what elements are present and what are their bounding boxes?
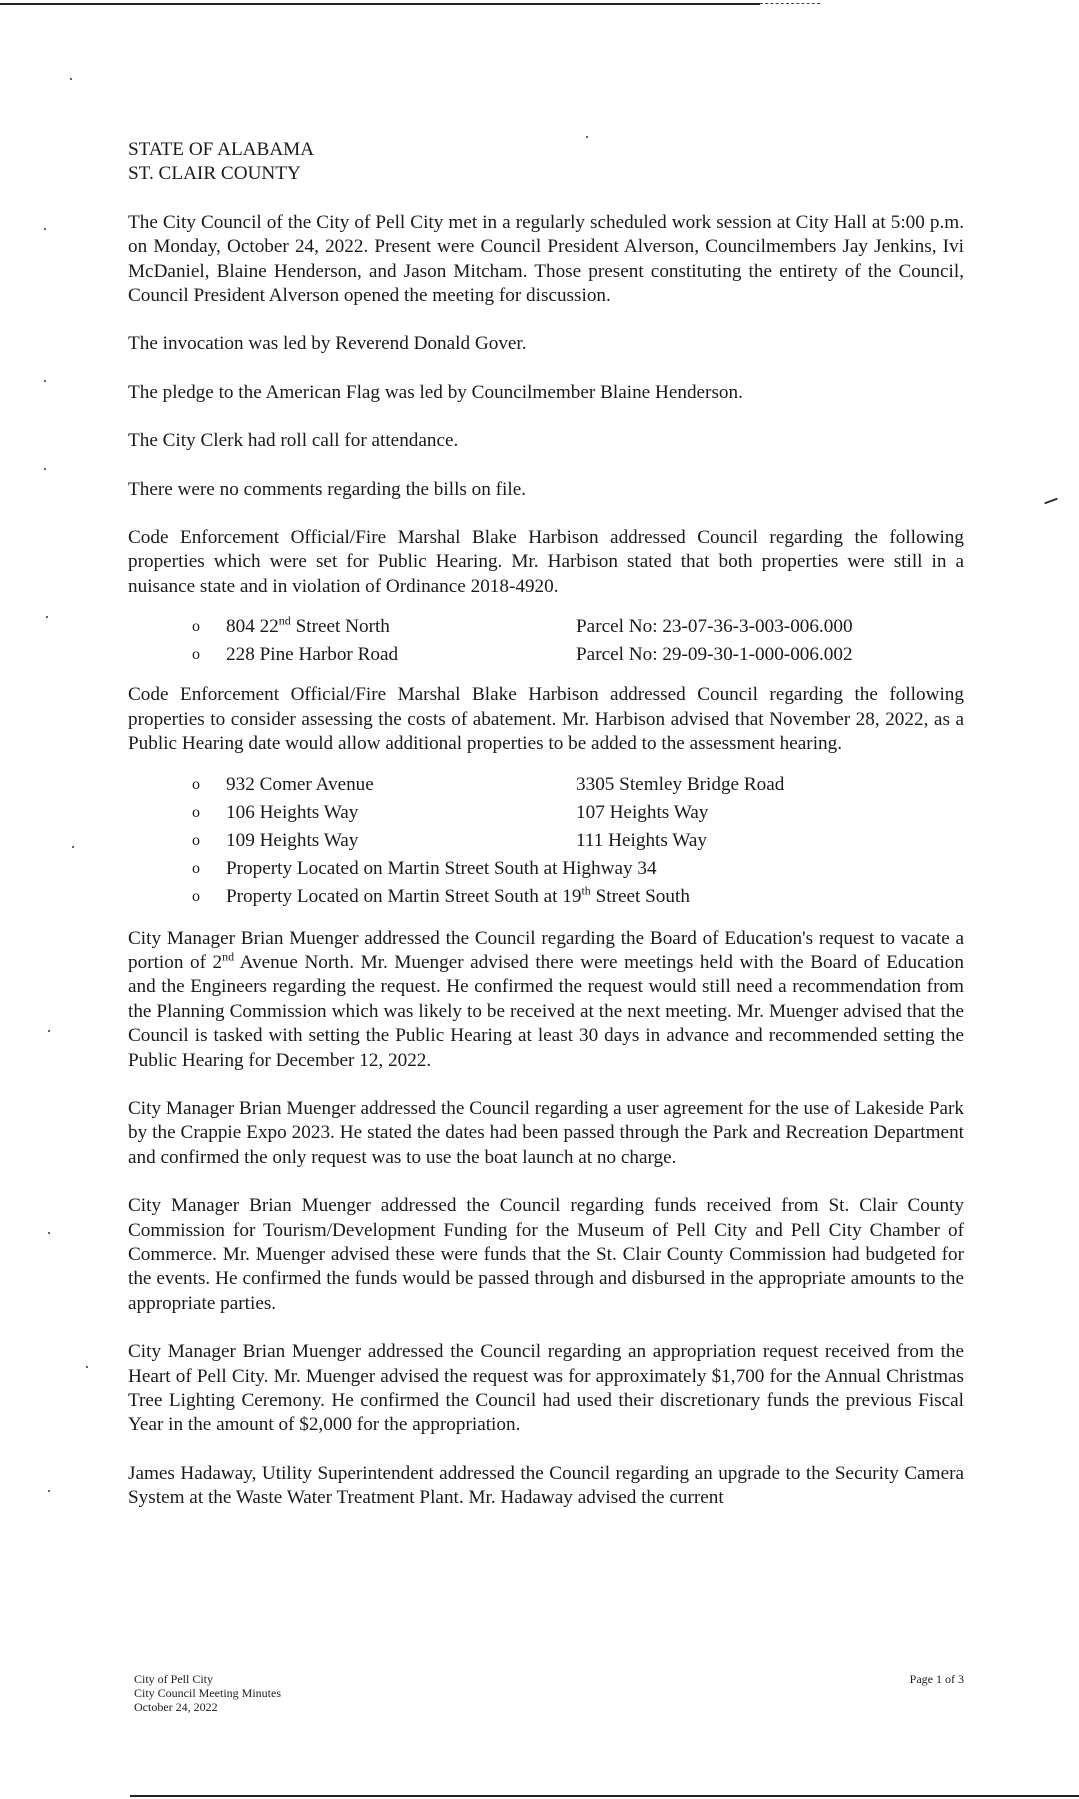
- footer-date: October 24, 2022: [134, 1700, 218, 1714]
- scan-speck: [48, 1232, 50, 1234]
- scan-speck: [44, 380, 46, 382]
- list-item: [128, 771, 964, 799]
- property-address: Property Located on Martin Street South at 19th Street South: [226, 883, 690, 907]
- top-border-dashes: [760, 3, 820, 4]
- invocation-paragraph: The invocation was led by Reverend Donald Gover.: [128, 333, 527, 355]
- footer-title: City Council Meeting Minutes: [134, 1686, 281, 1700]
- bullet-icon: o: [192, 831, 200, 849]
- camera-upgrade-paragraph: James Hadaway, Utility Superintendent addressed the Council regarding an upgrade to the Security Camera System at the Waste Water Treatment Plant. Mr. Hadaway advised the current: [128, 1462, 964, 1509]
- hearing-properties-list: [128, 613, 964, 669]
- list-item: [128, 799, 964, 827]
- document-page: [128, 138, 964, 1511]
- property-address-right: 111 Heights Way: [576, 829, 707, 851]
- page-number: Page 1 of 3: [909, 1672, 964, 1686]
- abatement-properties-list: [128, 771, 964, 911]
- bullet-icon: o: [192, 618, 200, 636]
- list-item: [128, 883, 964, 911]
- intro-paragraph: The City Council of the City of Pell City met in a regularly scheduled work session at City Hall at 5:00 p.m. on Monday, October 24, 2022. Present were Council President Alverson, Councilmembers Jay Jenkins, Ivi McDaniel, Blaine Henderson, and Jason Mitcham. Those present constituting the entirety of the Council, Council President Alverson opened the meeting for discussion.: [128, 211, 964, 307]
- property-address-right: 107 Heights Way: [576, 801, 709, 823]
- parcel-number: Parcel No: 23-07-36-3-003-006.000: [576, 616, 853, 638]
- bullet-icon: o: [192, 887, 200, 905]
- state-heading: STATE OF ALABAMA: [128, 139, 315, 160]
- scan-speck: [48, 1030, 50, 1032]
- bills-paragraph: There were no comments regarding the bills on file.: [128, 478, 527, 500]
- scan-speck: [44, 228, 46, 230]
- scan-speck: [72, 846, 74, 848]
- parcel-number: Parcel No: 29-09-30-1-000-006.002: [576, 644, 853, 666]
- list-item: [128, 855, 964, 883]
- property-address: 804 22nd Street North: [226, 613, 390, 638]
- property-address-right: 3305 Stemley Bridge Road: [576, 773, 785, 795]
- property-address: 106 Heights Way: [226, 801, 359, 823]
- county-heading: ST. CLAIR COUNTY: [128, 163, 301, 185]
- code-enforcement-abatement-paragraph: Code Enforcement Official/Fire Marshal Blake Harbison addressed Council regarding the following properties to consider assessing the costs of abatement. Mr. Harbison advised that November 28, 2022, as a Public Hearing date would allow additional properties to be added to the assessment hearing.: [128, 684, 964, 755]
- roll-call-paragraph: The City Clerk had roll call for attendance.: [128, 430, 459, 452]
- property-address: 228 Pine Harbor Road: [226, 644, 399, 666]
- property-address: 932 Comer Avenue: [226, 773, 374, 795]
- pledge-paragraph: The pledge to the American Flag was led by Councilmember Blaine Henderson.: [128, 381, 743, 403]
- funds-paragraph: City Manager Brian Muenger addressed the Council regarding funds received from St. Clair County Commission for Tourism/Development Funding for the Museum of Pell City and Pell City Chamber of Commerce. Mr. Muenger advised these were funds that the St. Clair County Commission had budgeted for the events. He confirmed the funds would be passed through and disbursed in the appropriate amounts to the appropriate parties.: [128, 1195, 964, 1314]
- scan-speck: [44, 468, 46, 470]
- scan-speck: [70, 78, 72, 80]
- scan-speck: [1044, 498, 1058, 505]
- scan-speck: [86, 1366, 88, 1368]
- user-agreement-paragraph: City Manager Brian Muenger addressed the Council regarding a user agreement for the use of Lakeside Park by the Crappie Expo 2023. He stated the dates had been passed through the Park and Recreation Department and confirmed the only request was to use the boat launch at no charge.: [128, 1097, 964, 1168]
- property-address: 109 Heights Way: [226, 829, 359, 851]
- bullet-icon: o: [192, 646, 200, 664]
- page-footer: [134, 1672, 964, 1714]
- appropriation-paragraph: City Manager Brian Muenger addressed the Council regarding an appropriation request received from the Heart of Pell City. Mr. Muenger advised the request was for approximately $1,700 for the Annual Christmas Tree Lighting Ceremony. He confirmed the Council had used their discretionary funds the previous Fiscal Year in the amount of $2,000 for the appropriation.: [128, 1341, 964, 1436]
- list-item: [128, 641, 964, 669]
- scan-speck: [46, 616, 48, 618]
- bullet-icon: o: [192, 775, 200, 793]
- list-item: [128, 827, 964, 855]
- list-item: [128, 613, 964, 641]
- footer-city: City of Pell City: [134, 1672, 214, 1686]
- top-border-line: [0, 3, 760, 5]
- bullet-icon: o: [192, 859, 200, 877]
- property-address: Property Located on Martin Street South at Highway 34: [226, 857, 657, 879]
- vacate-avenue-paragraph: City Manager Brian Muenger addressed the Council regarding the Board of Education's request to vacate a portion of 2nd Avenue North. Mr. Muenger advised there were meetings held with the Board of Education and the Engineers regarding the request. He confirmed the request would still need a recommendation from the Planning Commission which was likely to be received at the next meeting. Mr. Muenger advised that the Council is tasked with setting the Public Hearing at least 30 days in advance and recommended setting the Public Hearing for December 12, 2022.: [128, 927, 964, 1071]
- scan-speck: [48, 1490, 50, 1492]
- bottom-border-line: [130, 1795, 1079, 1797]
- code-enforcement-hearing-paragraph: Code Enforcement Official/Fire Marshal Blake Harbison addressed Council regarding the following properties which were set for Public Hearing. Mr. Harbison stated that both properties were still in a nuisance state and in violation of Ordinance 2018-4920.: [128, 527, 964, 597]
- bullet-icon: o: [192, 803, 200, 821]
